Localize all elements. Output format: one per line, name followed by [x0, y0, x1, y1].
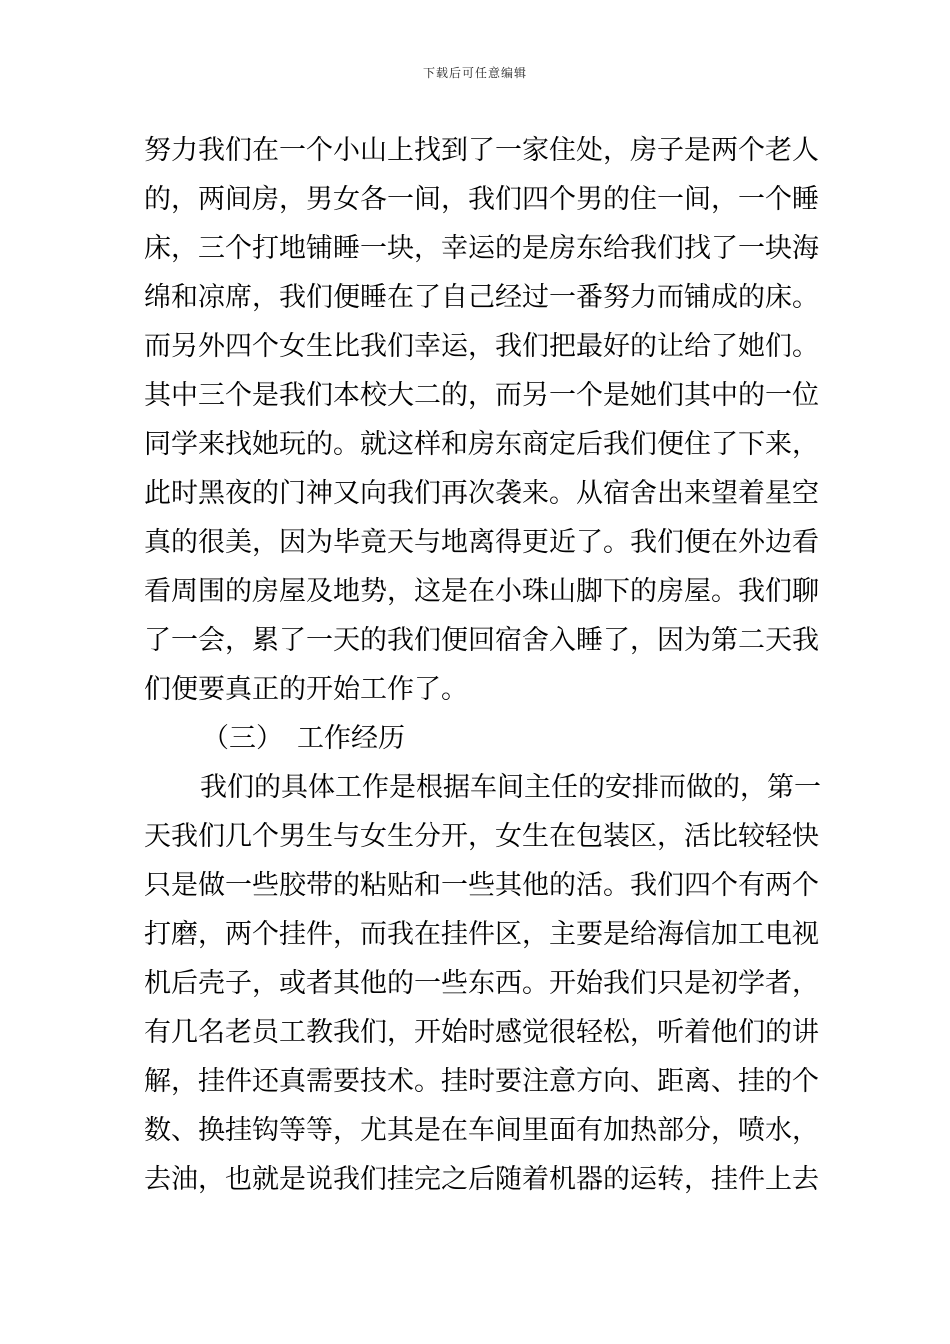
text-line: 绵和凉席，我们便睡在了自己经过一番努力而铺成的床。: [144, 282, 819, 313]
text-line: 而另外四个女生比我们幸运，我们把最好的让给了她们。: [144, 331, 819, 362]
text-line: 床，三个打地铺睡一块，幸运的是房东给我们找了一块海: [144, 233, 819, 264]
text-line: 我们的具体工作是根据车间主任的安排而做的，第一: [200, 772, 821, 803]
text-line: 们便要真正的开始工作了。: [144, 674, 468, 705]
text-line: 了一会，累了一天的我们便回宿舍入睡了，因为第二天我: [144, 625, 819, 656]
text-line: 同学来找她玩的。就这样和房东商定后我们便住了下来，: [144, 429, 819, 460]
paragraph-1: [144, 126, 824, 714]
section-number: （三）: [202, 723, 283, 754]
text-line: 的，两间房，男女各一间，我们四个男的住一间，一个睡: [144, 184, 819, 215]
section-title: 工作经历: [297, 723, 405, 754]
section-heading: [144, 714, 824, 763]
text-line: 解，挂件还真需要技术。挂时要注意方向、距离、挂的个: [144, 1066, 819, 1097]
text-line: 有几名老员工教我们，开始时感觉很轻松，听着他们的讲: [144, 1017, 819, 1048]
text-line: 机后壳子，或者其他的一些东西。开始我们只是初学者，: [144, 968, 819, 999]
text-line: 真的很美，因为毕竟天与地离得更近了。我们便在外边看: [144, 527, 819, 558]
text-line: 去油，也就是说我们挂完之后随着机器的运转，挂件上去: [144, 1164, 819, 1195]
text-line: 其中三个是我们本校大二的，而另一个是她们其中的一位: [144, 380, 819, 411]
text-line: 数、换挂钩等等，尤其是在车间里面有加热部分，喷水，: [144, 1115, 819, 1146]
document-body: [144, 126, 824, 1204]
text-line: 只是做一些胶带的粘贴和一些其他的活。我们四个有两个: [144, 870, 819, 901]
paragraph-2: [144, 763, 824, 1204]
text-line: 看周围的房屋及地势，这是在小珠山脚下的房屋。我们聊: [144, 576, 819, 607]
text-line: 打磨，两个挂件，而我在挂件区，主要是给海信加工电视: [144, 919, 819, 950]
page-header: 下载后可任意编辑: [422, 66, 527, 80]
text-line: 努力我们在一个小山上找到了一家住处，房子是两个老人: [144, 135, 819, 166]
text-line: 此时黑夜的门神又向我们再次袭来。从宿舍出来望着星空: [144, 478, 819, 509]
text-line: 天我们几个男生与女生分开，女生在包装区，活比较轻快: [144, 821, 819, 852]
